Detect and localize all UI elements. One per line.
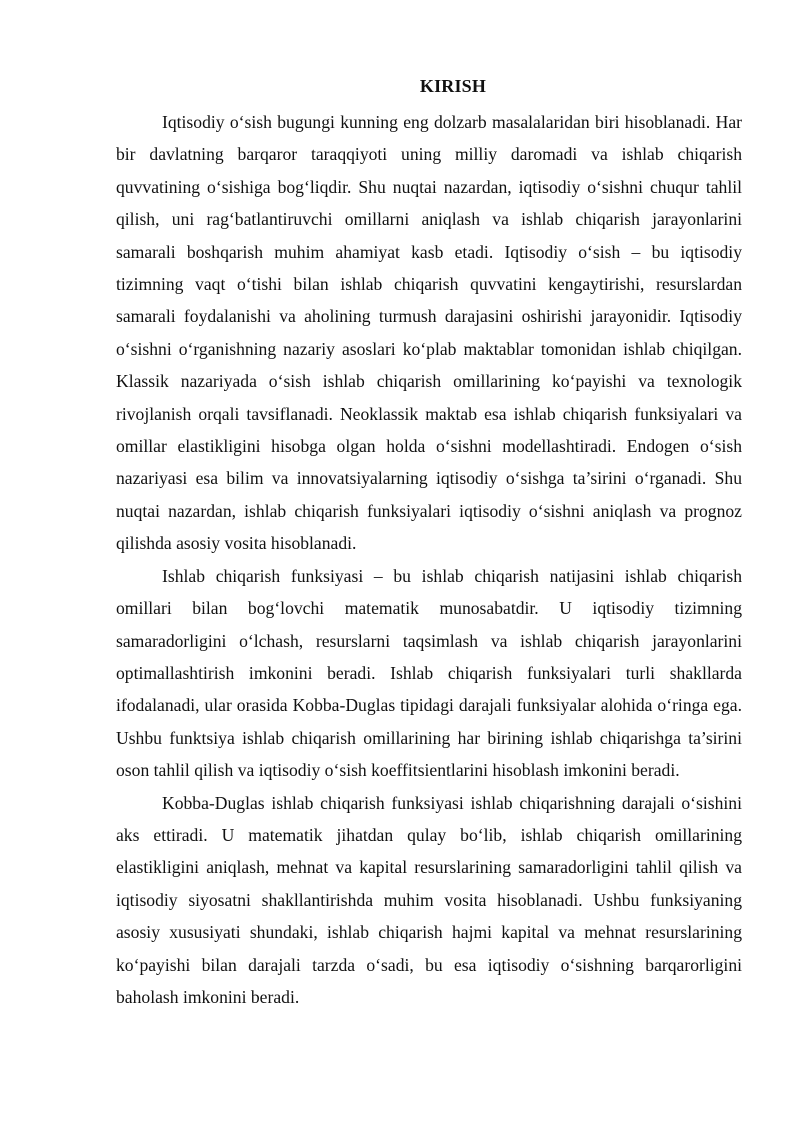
paragraph-3: Kobba-Duglas ishlab chiqarish funksiyasi ishlab chiqarishning darajali o‘sishini aks ettiradi. U matematik jihatdan qulay bo‘lib, ishlab chiqarish omillarining elastikligini aniqlash, mehnat va kapital resurslarining samaradorligini tahlil qilish va iqtisodiy siyosatni shakllantirishda muhim vosita hisoblanadi. Ushbu funksiyaning asosiy xususiyati shundaki, ishlab chiqarish hajmi kapital va mehnat resurslarining ko‘payishi bilan darajali tarzda o‘sadi, bu esa iqtisodiy o‘sishning barqarorligini baholash imkonini beradi.	[116, 792, 742, 1007]
paragraph-2: Ishlab chiqarish funksiyasi – bu ishlab chiqarish natijasini ishlab chiqarish omillari bilan bog‘lovchi matematik munosabatdir. U iqtisodiy tizimning samaradorligini o‘lchash, resurslarni taqsimlash va ishlab chiqarish jarayonlarini optimallashtirish imkonini beradi. Ishlab chiqarish funksiyalari turli shakllarda ifodalanadi, ular orasida Kobba-Duglas tipidagi darajali funksiyalar alohida o‘ringa ega. Ushbu funktsiya ishlab chiqarish omillarining har birining ishlab chiqarishga ta’sirini oson tahlil qilish va iqtisodiy o‘sish koeffitsientlarini hisoblash imkonini beradi.	[116, 565, 742, 781]
section-title: KIRISH	[419, 76, 487, 96]
paragraph-1: Iqtisodiy o‘sish bugungi kunning eng dolzarb masalalaridan biri hisoblanadi. Har bir davlatning barqaror taraqqiyoti uning milliy daromadi va ishlab chiqarish quvvatining o‘sishiga bog‘liqdir. Shu nuqtai nazardan, iqtisodiy o‘sishni chuqur tahlil qilish, uni rag‘batlantiruvchi omillarni aniqlash va ishlab chiqarish jarayonlarini samarali boshqarish muhim ahamiyat kasb etadi. Iqtisodiy o‘sish – bu iqtisodiy tizimning vaqt o‘tishi bilan ishlab chiqarish quvvatini kengaytirishi, resurslardan samarali foydalanishi va aholining turmush darajasini oshirishi jarayonidir. Iqtisodiy o‘sishni o‘rganishning nazariy asoslari ko‘plab maktablar tomonidan ishlab chiqilgan. Klassik nazariyada o‘sish ishlab chiqarish omillarining ko‘payishi va texnologik rivojlanish orqali tavsiflanadi. Neoklassik maktab esa ishlab chiqarish funksiyalari va omillar elastikligini hisobga olgan holda o‘sishni modellashtiradi. Endogen o‘sish nazariyasi esa bilim va innovatsiyalarning iqtisodiy o‘sishga ta’sirini o‘rganadi. Shu nuqtai nazardan, ishlab chiqarish funksiyalari iqtisodiy o‘sishni aniqlash va prognoz qilishda asosiy vosita hisoblanadi.	[116, 112, 742, 554]
document-body	[116, 106, 742, 1013]
